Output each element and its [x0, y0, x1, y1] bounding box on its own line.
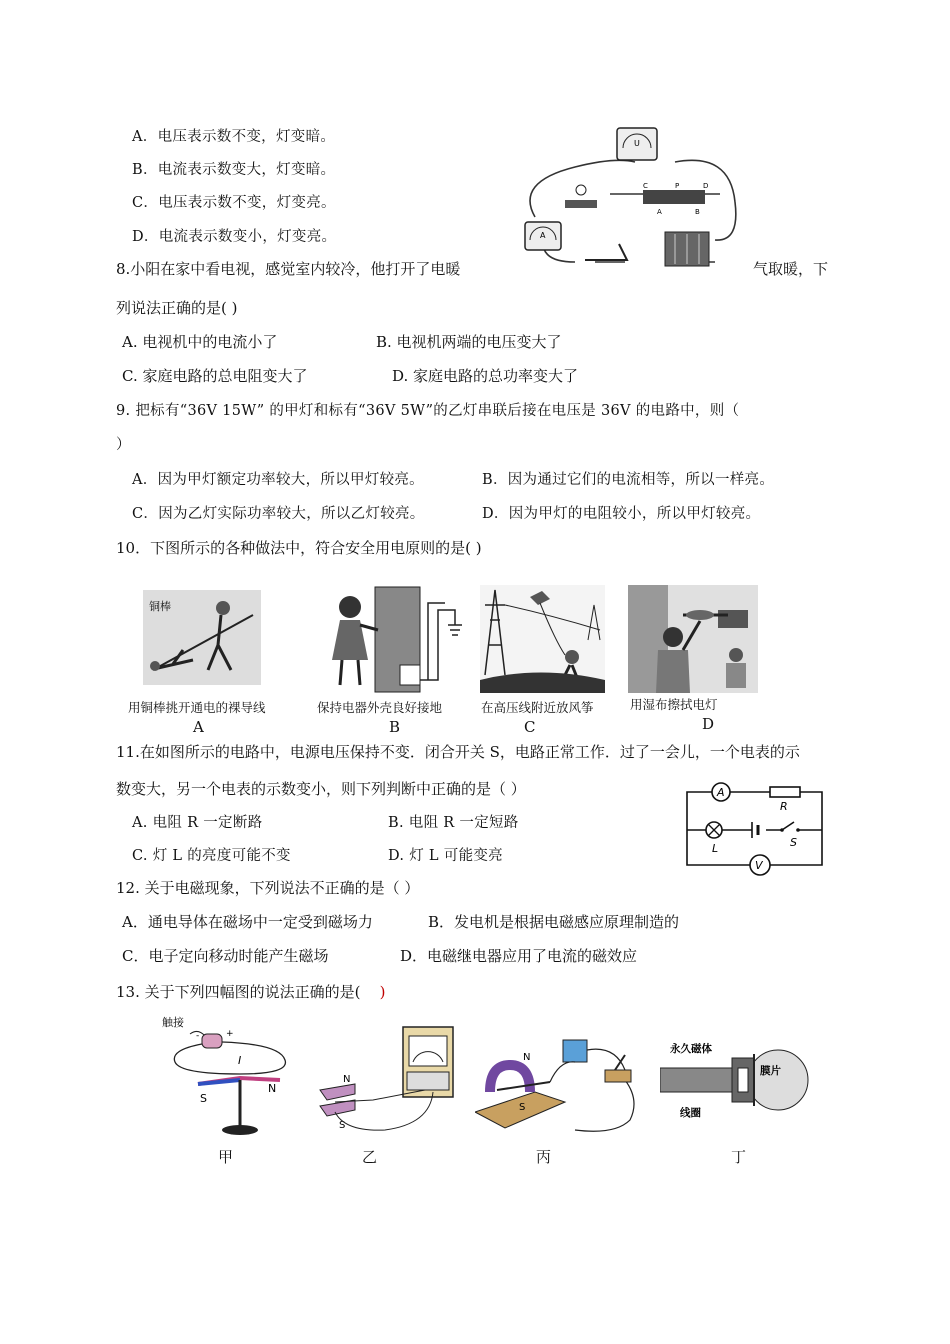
q10-stem: 10．下图所示的各种做法中，符合安全用电原则的是( ) [116, 539, 482, 557]
q7-option-b: B．电流表示数变大，灯变暗。 [132, 162, 336, 178]
q13-jia-label-s: S [200, 1092, 207, 1105]
q10-panel-c-illustration [480, 585, 605, 693]
q10-panel-c-caption: 在高压线附近放风筝 [481, 700, 594, 715]
q11-circuit-diagram [682, 780, 827, 880]
q13-figure-jia [160, 1012, 295, 1142]
q13-yi-label-n: N [343, 1074, 351, 1085]
q10-panel-b-illustration [320, 585, 470, 695]
q10-panel-a-letter: A [193, 718, 204, 736]
q8-option-d: D. 家庭电路的总功率变大了 [392, 367, 579, 385]
q8-option-c: C. 家庭电路的总电阻变大了 [122, 367, 308, 385]
svg-text:A: A [657, 208, 662, 216]
q10-panel-b-caption: 保持电器外壳良好接地 [317, 700, 443, 715]
q13-ding-label-magnet: 永久磁体 [670, 1043, 712, 1055]
svg-text:A: A [540, 231, 546, 240]
q11-lamp-label: L [712, 842, 719, 855]
q7-option-c: C．电压表示数不变，灯变亮。 [132, 195, 336, 211]
q12-option-b: B．发电机是根据电磁感应原理制造的 [428, 913, 680, 931]
q11-stem-line2: 数变大，另一个电表的示数变小，则下列判断中正确的是（ ） [116, 780, 526, 798]
q13-figure-bing [475, 1020, 645, 1138]
q10-panel-b-letter: B [389, 718, 401, 736]
q11-option-c: C. 灯 L 的亮度可能不变 [132, 848, 291, 864]
q11-stem: 11.在如图所示的电路中，电源电压保持不变．闭合开关 S，电路正常工作．过了一会儿，一个电表的示 [116, 743, 800, 761]
q13-bing-label-n: N [523, 1052, 531, 1063]
svg-text:P: P [675, 182, 680, 190]
q11-resistor-label: R [780, 800, 788, 813]
q8-option-a: A. 电视机中的电流小了 [122, 333, 278, 351]
q9-option-d: D．因为甲灯的电阻较小，所以甲灯较亮。 [482, 506, 761, 522]
q9-option-b: B．因为通过它们的电流相等，所以一样亮。 [482, 472, 775, 488]
q9-stem: 9. 把标有“36V 15W” 的甲灯和标有“36V 5W”的乙灯串联后接在电压是 36V 的电路中，则（ [116, 403, 740, 419]
q10-panel-d-caption: 用湿布擦拭电灯 [630, 697, 718, 712]
q10-panel-d-illustration [628, 585, 758, 693]
q11-option-a: A. 电阻 R 一定断路 [132, 815, 263, 831]
q8-stem: 8.小阳在家中看电视，感觉室内较冷，他打开了电暖 [116, 260, 461, 278]
q13-stem-paren: ) [379, 983, 386, 1001]
svg-text:B: B [695, 208, 700, 216]
q12-stem: 12. 关于电磁现象，下列说法不正确的是（ ） [116, 879, 420, 897]
q13-stem-text: 13. 关于下列四幅图的说法正确的是( [116, 983, 361, 1001]
q10-panel-a-inner-label: 铜棒 [149, 600, 171, 613]
q13-figure-yi [315, 1022, 460, 1137]
q13-jia-label-n: N [268, 1082, 277, 1095]
q12-option-d: D．电磁继电器应用了电流的磁效应 [400, 947, 638, 965]
svg-text:+: + [226, 1029, 234, 1039]
q8-option-b: B. 电视机两端的电压变大了 [376, 333, 562, 351]
q10-panel-d-letter: D [702, 715, 715, 733]
q12-option-a: A．通电导体在磁场中一定受到磁场力 [122, 913, 373, 931]
q13-figure-ding [660, 1038, 810, 1123]
q10-panel-c-letter: C [524, 718, 536, 736]
q11-option-d: D. 灯 L 可能变亮 [388, 848, 503, 864]
q10-panel-a-caption: 用铜棒挑开通电的裸导线 [128, 700, 266, 715]
q13-bing-label-s: S [519, 1102, 526, 1113]
q13-jia-label-touch: 触接 [162, 1016, 184, 1029]
q11-switch-label: S [790, 836, 797, 849]
q9-stem-line2: ） [116, 437, 131, 453]
q13-ding-label-coil: 线圈 [680, 1107, 701, 1119]
q13-panel-bing-letter: 丙 [536, 1148, 552, 1166]
q13-panel-jia-letter: 甲 [218, 1148, 234, 1166]
svg-text:C: C [643, 182, 648, 190]
q8-stem-cont: 气取暖，下 [753, 260, 829, 278]
q11-ammeter-label: A [717, 786, 725, 799]
svg-text:D: D [703, 182, 709, 190]
q13-panel-ding-letter: 丁 [731, 1148, 747, 1166]
q8-stem-line2: 列说法正确的是( ) [116, 299, 238, 317]
q9-option-c: C．因为乙灯实际功率较大，所以乙灯较亮。 [132, 506, 425, 522]
q9-option-a: A．因为甲灯额定功率较大，所以甲灯较亮。 [132, 472, 424, 488]
q12-option-c: C．电子定向移动时能产生磁场 [122, 947, 329, 965]
q13-panel-yi-letter: 乙 [362, 1148, 378, 1166]
q13-yi-label-s: S [339, 1120, 346, 1131]
q11-option-b: B. 电阻 R 一定短路 [388, 815, 519, 831]
svg-text:U: U [634, 139, 640, 148]
q13-jia-label-current: I [238, 1054, 242, 1067]
q7-option-d: D．电流表示数变小，灯变亮。 [132, 229, 337, 245]
q7-option-a: A．电压表示数不变，灯变暗。 [132, 129, 336, 145]
q7-circuit-figure [515, 122, 740, 272]
svg-text:-: - [196, 1031, 200, 1041]
q11-voltmeter-label: V [755, 859, 763, 872]
q13-ding-label-diaphragm: 膜片 [760, 1065, 781, 1077]
q13-stem [116, 982, 385, 1002]
